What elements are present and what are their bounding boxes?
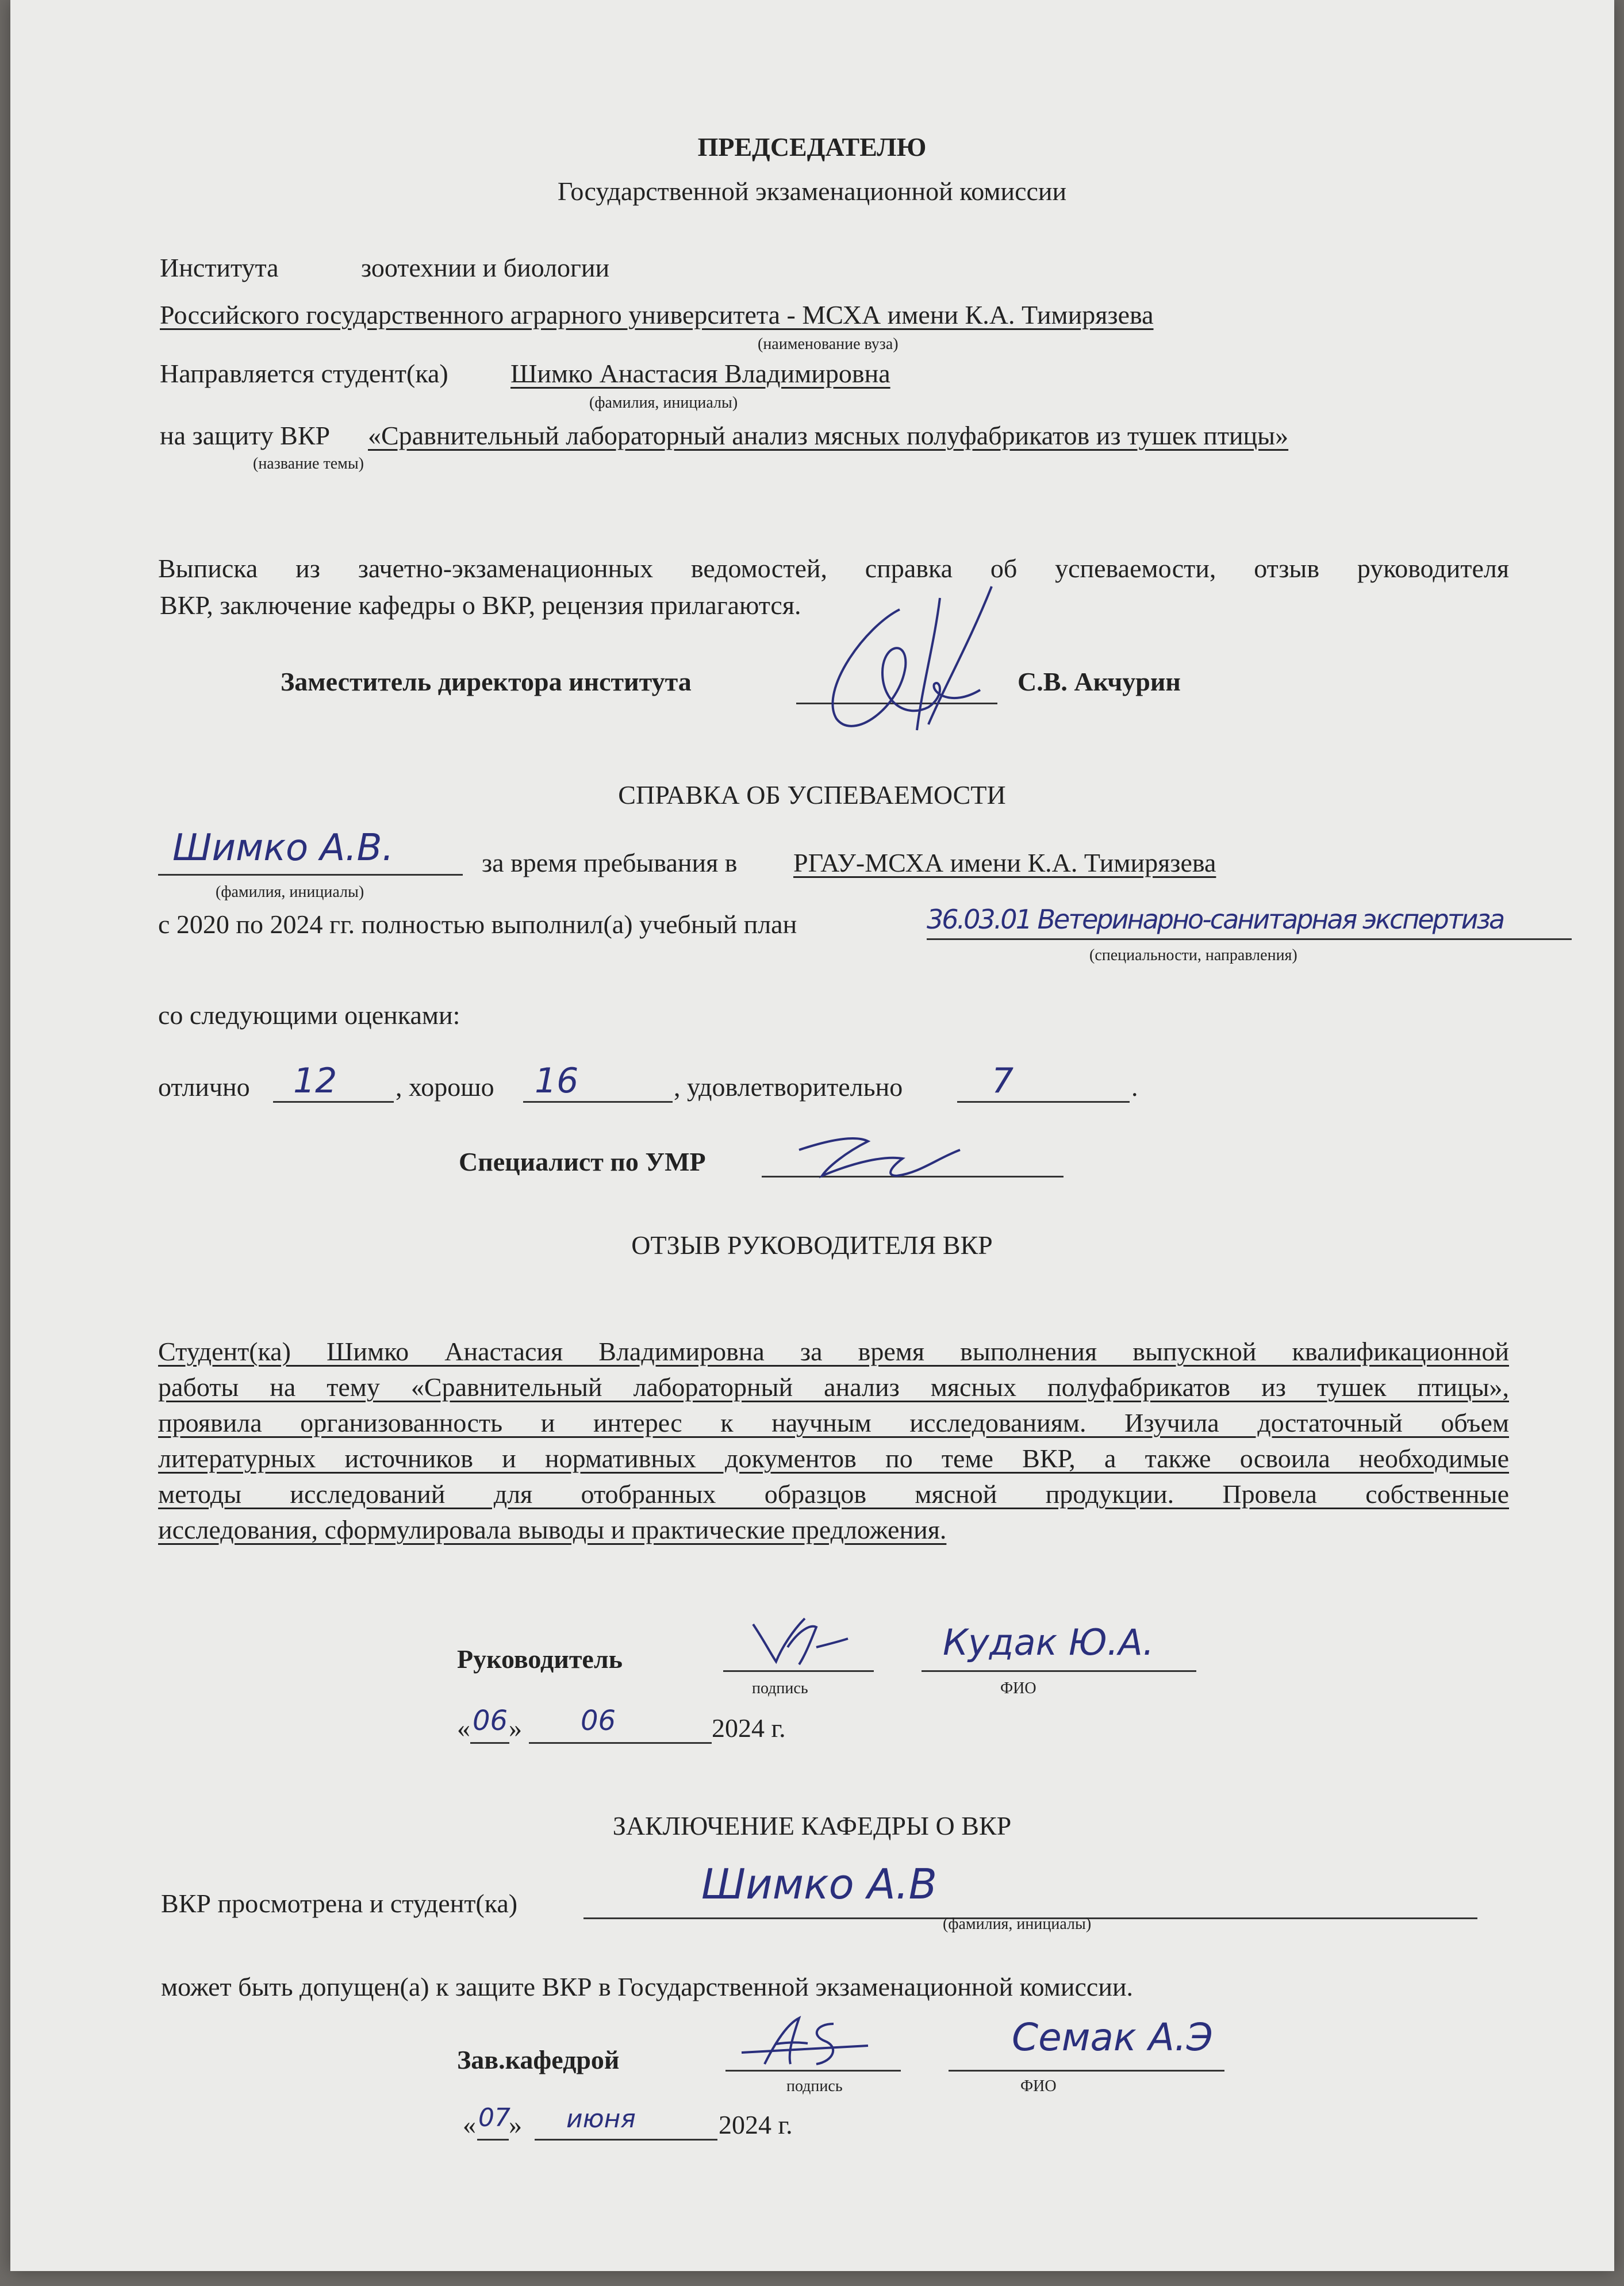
performance-student-line [158,874,463,876]
university-short: РГАУ-МСХА имени К.А. Тимирязева [793,848,1216,877]
good-count: 16 [535,1061,579,1101]
good-line [523,1101,673,1103]
excellent-line [273,1101,394,1103]
head-name-line [949,2070,1224,2072]
review-date-day-line [470,1742,509,1744]
review-date-day: 06 [473,1705,508,1737]
review-line-2: работы на тему «Сравнительный лабораторный анализ мясных полуфабрикатов из тушек птицы», [158,1372,1509,1402]
head-label: Зав.кафедрой [457,2045,620,2074]
supervisor-signature-caption: подпись [752,1679,808,1697]
conclusion-date-month-line [535,2139,717,2141]
student-name: Шимко Анастасия Владимировна [510,359,890,388]
topic-label: на защиту ВКР [160,421,331,450]
referral-label: Направляется студент(ка) [160,359,448,388]
head-signature [730,2007,880,2076]
review-date-month-line [529,1742,712,1744]
reviewed-text: ВКР просмотрена и студент(ка) [161,1889,518,1918]
university-caption: (наименование вуза) [758,335,899,353]
satisfactory-count: 7 [992,1061,1014,1101]
conclusion-date-day: 07 [478,2103,510,2132]
excellent-count: 12 [293,1061,337,1101]
review-heading: ОТЗЫВ РУКОВОДИТЕЛЯ ВКР [631,1230,993,1260]
review-date-close-quote: » [509,1713,522,1743]
topic-caption: (название темы) [253,455,364,473]
satisfactory-line [957,1101,1130,1103]
review-line-6: исследования, сформулировала выводы и практические предложения. [158,1515,947,1544]
attachments-line-2: ВКР, заключение кафедры о ВКР, рецензия прилагаются. [160,590,801,620]
review-line-5: методы исследований для отобранных образцов мясной продукции. Провела собственные [158,1479,1509,1509]
conclusion-date-month: июня [566,2104,636,2134]
good-label: , хорошо [396,1072,494,1102]
thesis-topic: «Сравнительный лабораторный анализ мясных полуфабрикатов из тушек птицы» [368,421,1289,450]
supervisor-name-handwritten: Кудак Ю.А. [943,1621,1154,1663]
signer-name: С.В. Акчурин [1018,667,1181,696]
grades-intro: со следующими оценками: [158,1000,460,1030]
signer-title: Заместитель директора института [281,667,692,696]
head-signature-caption: подпись [786,2077,843,2095]
specialty-caption: (специальности, направления) [1089,946,1297,964]
review-date-month: 06 [581,1705,616,1737]
specialty-handwritten: 36.03.01 Ветеринарно-санитарная экспертиза [927,904,1504,935]
student-caption: (фамилия, инициалы) [589,394,738,412]
page-title: ПРЕДСЕДАТЕЛЮ [697,132,927,162]
grades-period: . [1131,1072,1138,1102]
specialist-label: Специалист по УМР [459,1147,706,1176]
head-name-handwritten: Семак А.Э [1012,2015,1213,2059]
institute-label: Института [160,253,279,282]
review-date-open-quote: « [457,1713,470,1743]
conclusion-date-year: 2024 г. [719,2110,793,2139]
supervisor-name-line [922,1670,1196,1672]
head-name-caption: ФИО [1020,2077,1057,2095]
conclusion-date-day-line [477,2139,509,2141]
director-signature [796,575,1015,742]
plan-text: с 2020 по 2024 гг. полностью выполнил(а) учебный план [158,910,797,939]
review-date-year: 2024 г. [712,1713,786,1743]
conclusion-date-open-quote: « [463,2110,476,2139]
supervisor-name-caption: ФИО [1000,1679,1036,1697]
supervisor-signature [742,1607,857,1670]
university-name: Российского государственного аграрного университета - МСХА имени К.А. Тимирязева [160,300,1154,329]
conclusion-student-handwritten: Шимко А.В [701,1860,938,1908]
performance-name-caption: (фамилия, инициалы) [216,883,364,901]
specialist-signature [788,1127,972,1184]
stay-text: за время пребывания в [482,848,738,877]
conclusion-date-close-quote: » [509,2110,522,2139]
page-subtitle: Государственной экзаменационной комиссии [557,177,1067,206]
review-line-3: проявила организованность и интерес к научным исследованиям. Изучила достаточный объем [158,1408,1509,1437]
performance-heading: СПРАВКА ОБ УСПЕВАЕМОСТИ [618,780,1006,810]
conclusion-heading: ЗАКЛЮЧЕНИЕ КАФЕДРЫ О ВКР [612,1811,1012,1840]
specialty-line [927,938,1572,940]
supervisor-signature-line [723,1670,874,1672]
excellent-label: отлично [158,1072,250,1102]
performance-student-handwritten: Шимко А.В. [172,827,394,869]
satisfactory-label: , удовлетворительно [674,1072,903,1102]
supervisor-label: Руководитель [457,1644,623,1674]
conclusion-name-caption: (фамилия, инициалы) [943,1915,1092,1933]
institute-name: зоотехнии и биологии [361,253,610,282]
admit-text: может быть допущен(а) к защите ВКР в Государственной экзаменационной комиссии. [161,1972,1134,2001]
review-line-1: Студент(ка) Шимко Анастасия Владимировна за время выполнения выпускной квалификационной [158,1337,1509,1366]
review-line-4: литературных источников и нормативных документов по теме ВКР, а также освоила необходимые [158,1444,1509,1473]
attachments-line-1: Выписка из зачетно-экзаменационных ведомостей, справка об успеваемости, отзыв руководителя [158,554,1509,583]
